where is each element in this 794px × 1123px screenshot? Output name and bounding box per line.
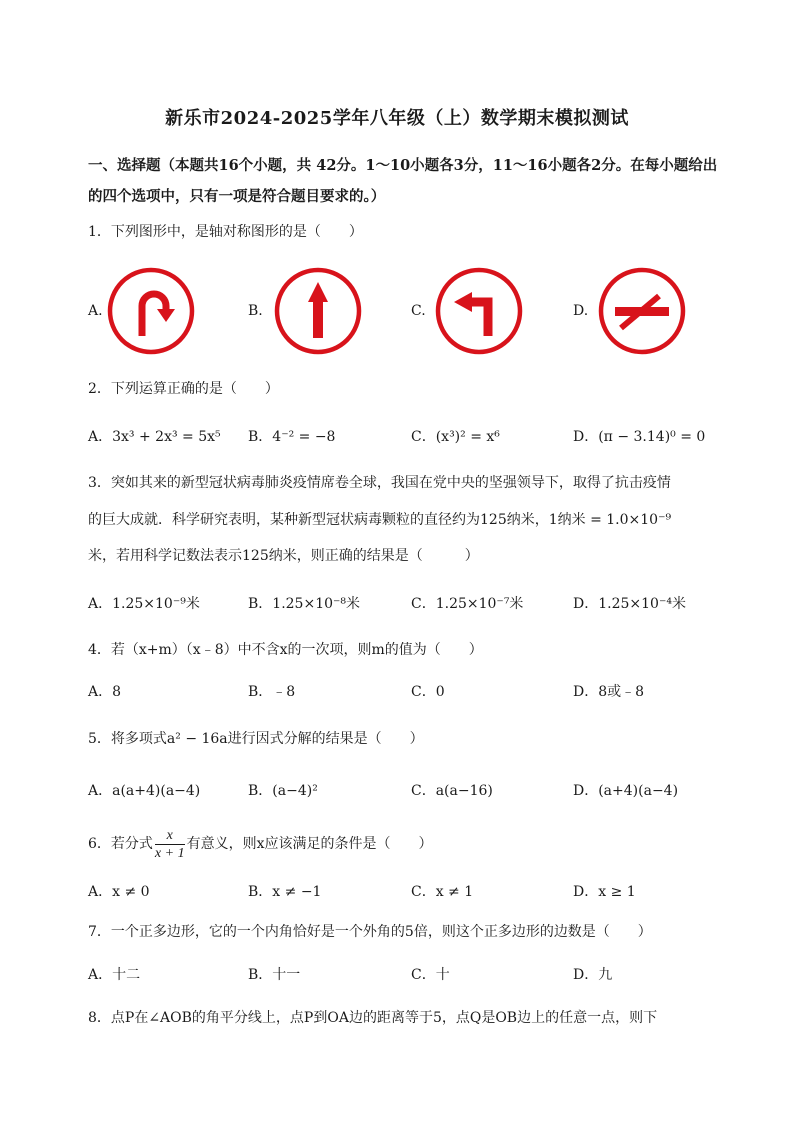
q3-option-c: C．1.25×10⁻⁷米 <box>411 596 524 612</box>
q2-option-c: C．(x³)² = x⁶ <box>411 429 500 445</box>
question-5-stem: 5．将多项式a² − 16a进行因式分解的结果是（ ） <box>88 731 424 747</box>
q1-option-b-label: B. <box>248 303 263 319</box>
question-3-stem-line3: 米，若用科学记数法表示125纳米，则正确的结果是（ ） <box>88 548 479 564</box>
q5-option-b: B．(a−4)² <box>248 783 318 799</box>
q6-option-d: D．x ≥ 1 <box>573 884 636 900</box>
q7-option-d: D．九 <box>573 967 613 983</box>
q6-stem-pre: 6．若分式 <box>88 836 153 852</box>
q4-option-c: C．0 <box>411 684 445 700</box>
question-8-stem: 8．点P在∠AOB的角平分线上，点P到OA边的距离等于5，点Q是OB边上的任意一点，则下 <box>88 1010 658 1026</box>
q3-option-a: A．1.25×10⁻⁹米 <box>88 596 200 612</box>
q4-option-b: B．﹣8 <box>248 684 296 700</box>
q7-option-b: B．十一 <box>248 967 301 983</box>
q6-stem-post: 有意义，则x应该满足的条件是（ ） <box>186 836 433 852</box>
q4-option-d: D．8或﹣8 <box>573 684 645 700</box>
q2-option-d: D．(π − 3.14)⁰ = 0 <box>573 429 706 445</box>
question-6-stem <box>88 826 718 862</box>
page-title: 新乐市2024-2025学年八年级（上）数学期末模拟测试 <box>165 108 629 129</box>
q7-option-a: A．十二 <box>88 967 141 983</box>
q3-option-b: B．1.25×10⁻⁸米 <box>248 596 361 612</box>
q6-fraction-denominator: x + 1 <box>154 845 185 861</box>
q6-option-c: C．x ≠ 1 <box>411 884 474 900</box>
question-7-stem: 7．一个正多边形，它的一个内角恰好是一个外角的5倍，则这个正多边形的边数是（ ） <box>88 924 652 940</box>
question-4-stem: 4．若（x+m）（x﹣8）中不含x的一次项，则m的值为（ ） <box>88 642 483 658</box>
q1-option-a-label: A. <box>88 303 103 319</box>
q2-option-a: A．3x³ + 2x³ = 5x⁵ <box>88 429 221 445</box>
question-3-stem-line1: 3．突如其来的新型冠状病毒肺炎疫情席卷全球，我国在党中央的坚强领导下，取得了抗击疫情 <box>88 475 671 491</box>
no-crossing-sign-icon <box>597 266 687 356</box>
q6-fraction <box>155 827 185 862</box>
question-3-stem-line2: 的巨大成就．科学研究表明，某种新型冠状病毒颗粒的直径约为125纳米，1纳米 = 1.0×10⁻⁹ <box>88 512 672 528</box>
q1-option-c-label: C. <box>411 303 426 319</box>
u-turn-sign-icon <box>106 266 196 356</box>
section-heading: 一、选择题（本题共16个小题，共 42分。1～10小题各3分，11～16小题各2分。在每小题给出的四个选项中，只有一项是符合题目要求的。） <box>88 157 718 205</box>
q5-option-d: D．(a+4)(a−4) <box>573 783 679 799</box>
straight-arrow-sign-icon <box>273 266 363 356</box>
q5-option-a: A．a(a+4)(a−4) <box>88 783 201 799</box>
q6-option-a: A．x ≠ 0 <box>88 884 150 900</box>
q3-option-d: D．1.25×10⁻⁴米 <box>573 596 686 612</box>
q2-option-b: B．4⁻² = −8 <box>248 429 336 445</box>
left-turn-sign-icon <box>434 266 524 356</box>
question-2-stem: 2．下列运算正确的是（ ） <box>88 381 279 397</box>
q1-option-d-label: D. <box>573 303 589 319</box>
q6-fraction-numerator: x <box>155 827 185 845</box>
q4-option-a: A．8 <box>88 684 122 700</box>
question-1-stem: 1．下列图形中，是轴对称图形的是（ ） <box>88 224 363 240</box>
q5-option-c: C．a(a−16) <box>411 783 493 799</box>
q6-option-b: B．x ≠ −1 <box>248 884 322 900</box>
q7-option-c: C．十 <box>411 967 450 983</box>
